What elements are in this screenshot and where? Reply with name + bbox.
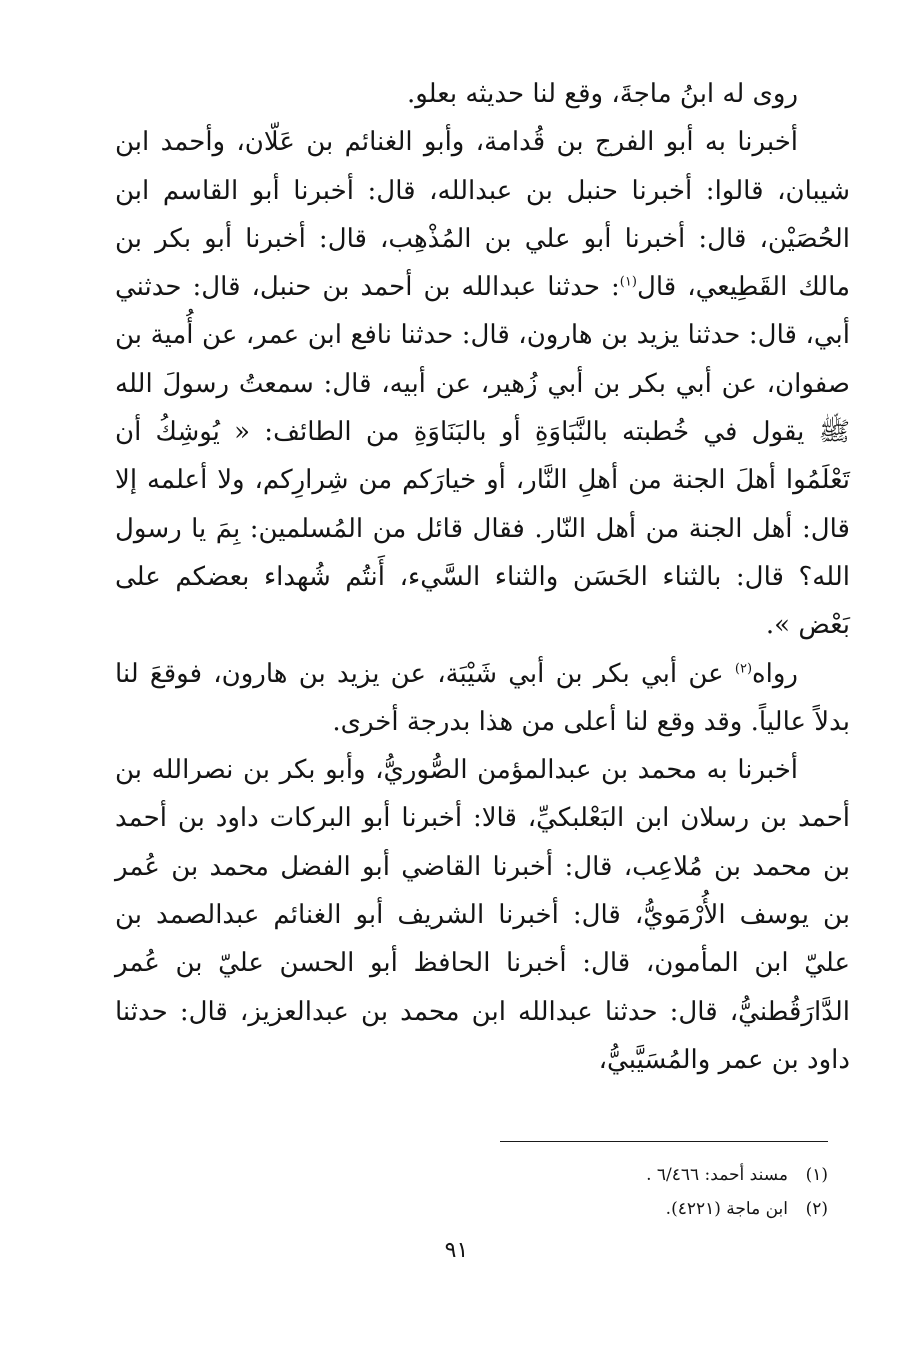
- footnote-1-number: (١): [805, 1165, 828, 1185]
- paragraph-1: روى له ابنُ ماجةَ، وقع لنا حديثه بعلو.: [406, 79, 798, 109]
- paragraph-3-continuation: عن أبي بكر بن أبي شَيْبَة، عن يزيد بن هارون، فوقعَ لنا بدلاً عالياً. وقد وقع لنا أعلى من هذا بدرجة أخرى.: [115, 658, 850, 737]
- paragraph-2: [115, 118, 850, 649]
- footnote-1: [400, 1158, 828, 1192]
- footnote-2: [400, 1192, 828, 1226]
- paragraph-4: أخبرنا به محمد بن عبدالمؤمن الصُّوريُّ، وأبو بكر بن نصرالله بن أحمد بن رسلان ابن البَعْلبكيِّ، قالا: أخبرنا أبو البركات داود بن أحمد بن محمد بن مُلاعِب، قال: أخبرنا القاضي أبو الفضل محمد بن عُمر بن يوسف الأُرْمَويُّ، قال: أخبرنا الشريف أبو الغنائم عبدالصمد بن عليّ ابن المأمون، قال: أخبرنا الحافظ أبو الحسن عليّ بن عُمر الدَّارَقُطنيُّ، قال: حدثنا عبدالله ابن محمد بن عبدالعزيز، قال: حدثنا داود بن عمر والمُسَيَّبيُّ،: [115, 755, 850, 1075]
- paragraph-3-text: رواه: [752, 658, 798, 689]
- footnote-2-text: ابن ماجة (٤٢٢١).: [665, 1199, 788, 1219]
- footnote-ref-1: (١): [619, 274, 637, 290]
- main-text: [115, 70, 850, 1084]
- paragraph-3: [115, 650, 850, 747]
- footnote-1-text: مسند أحمد: ٦/٤٦٦ .: [646, 1165, 788, 1185]
- paragraph-2-text: أخبرنا به أبو الفرج بن قُدامة، وأبو الغنائم بن عَلّان، وأحمد ابن شيبان، قالوا: أخبرنا حنبل بن عبدالله، قال: أخبرنا أبو القاسم ابن الحُصَيْن، قال: أخبرنا أبو علي بن المُذْهِب، قال: أخبرنا أبو بكر بن مالك القَطِيعي، قال: [115, 127, 851, 303]
- footnote-ref-2: (٢): [734, 660, 753, 676]
- footnotes: [400, 1158, 828, 1226]
- page-number: ٩١: [444, 1238, 469, 1263]
- paragraph-2-continuation: : حدثنا عبدالله بن أحمد بن حنبل، قال: حدثني أبي، قال: حدثنا يزيد بن هارون، قال: حدثنا نافع ابن عمر، عن أُمية بن صفوان، عن أبي بكر بن أبي زُهير، عن أبيه، قال: سمعتُ رسولَ الله ﷺ يقول في خُطبته بالنَّبَاوَةِ أو بالبَنَاوَةِ من الطائف: « يُوشِكُ أن تَعْلَمُوا أهلَ الجنة من أهلِ النَّار، أو خيارَكم من شِرارِكم، ولا أعلمه إلا قال: أهل الجنة من أهل النّار. فقال قائل من المُسلمين: بِمَ يا رسول الله؟ قال: بالثناء الحَسَن والثناء السَّيء، أَنتُم شُهداء بعضكم على بَعْض ».: [115, 272, 851, 641]
- footnote-2-number: (٢): [805, 1199, 828, 1219]
- footnote-separator: [500, 1141, 828, 1142]
